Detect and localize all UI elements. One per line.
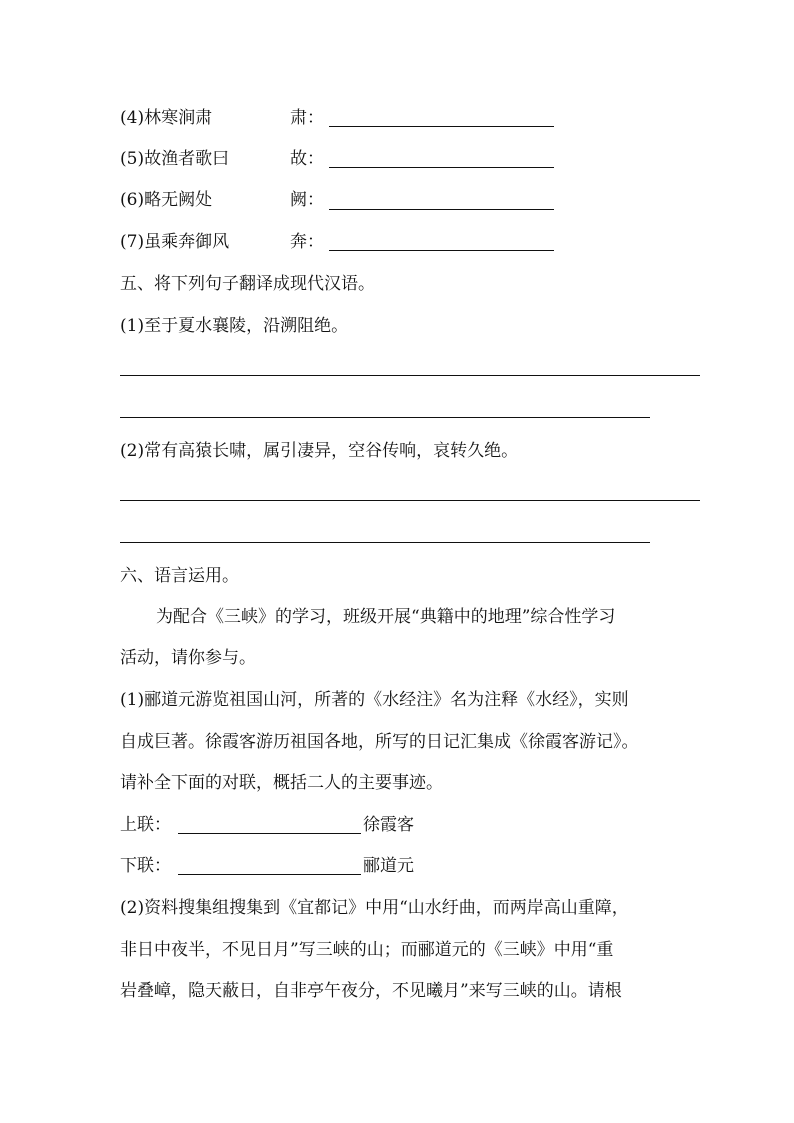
section6-q2-line-1: (2)资料搜集组搜集到《宜都记》中用“山水纡曲，而两岸高山重障， [120,898,629,918]
answer-blank-6[interactable] [329,209,554,210]
section5-question-1: (1)至于夏水襄陵，沿溯阻绝。 [120,316,349,336]
section6-intro-line-1: 为配合《三峡》的学习，班级开展“典籍中的地理”综合性学习 [156,607,616,627]
section6-heading: 六、语言运用。 [120,566,239,586]
upper-couplet-blank[interactable] [178,833,361,834]
answer-blank-5[interactable] [329,167,554,168]
vocab-char-6: 阙： [290,190,324,210]
translation-line-2b[interactable] [120,542,650,543]
section6-q1-line-2: 自成巨著。徐霞客游历祖国各地，所写的日记汇集成《徐霞客游记》。 [120,732,639,752]
vocab-char-4: 肃： [290,108,324,128]
section6-intro-line-2: 活动，请你参与。 [120,648,256,668]
vocab-item-4: (4)林寒涧肃 [120,108,213,128]
answer-blank-4[interactable] [329,126,554,127]
section6-q2-line-3: 岩叠嶂，隐天蔽日，自非亭午夜分，不见曦月”来写三峡的山。请根 [120,981,622,1001]
upper-couplet-label: 上联： [120,815,171,835]
vocab-char-5: 故： [290,149,324,169]
section6-q1-line-3: 请补全下面的对联，概括二人的主要事迹。 [120,773,443,793]
translation-line-1a[interactable] [120,375,700,376]
section6-q2-line-2: 非日中夜半，不见日月”写三峡的山；而郦道元的《三峡》中用“重 [120,940,614,960]
upper-couplet-end: 徐霞客 [363,815,414,835]
vocab-item-7: (7)虽乘奔御风 [120,232,230,252]
translation-line-1b[interactable] [120,417,650,418]
translation-line-2a[interactable] [120,500,700,501]
answer-blank-7[interactable] [329,250,554,251]
section5-heading: 五、将下列句子翻译成现代汉语。 [120,274,375,294]
vocab-item-6: (6)略无阙处 [120,190,213,210]
vocab-item-5: (5)故渔者歌曰 [120,149,230,169]
lower-couplet-label: 下联： [120,856,171,876]
lower-couplet-end: 郦道元 [363,856,414,876]
section6-q1-line-1: (1)郦道元游览祖国山河，所著的《水经注》名为注释《水经》，实则 [120,690,629,710]
lower-couplet-blank[interactable] [178,874,361,875]
vocab-char-7: 奔： [290,232,324,252]
section5-question-2: (2)常有高猿长啸，属引凄异，空谷传响，哀转久绝。 [120,441,519,461]
